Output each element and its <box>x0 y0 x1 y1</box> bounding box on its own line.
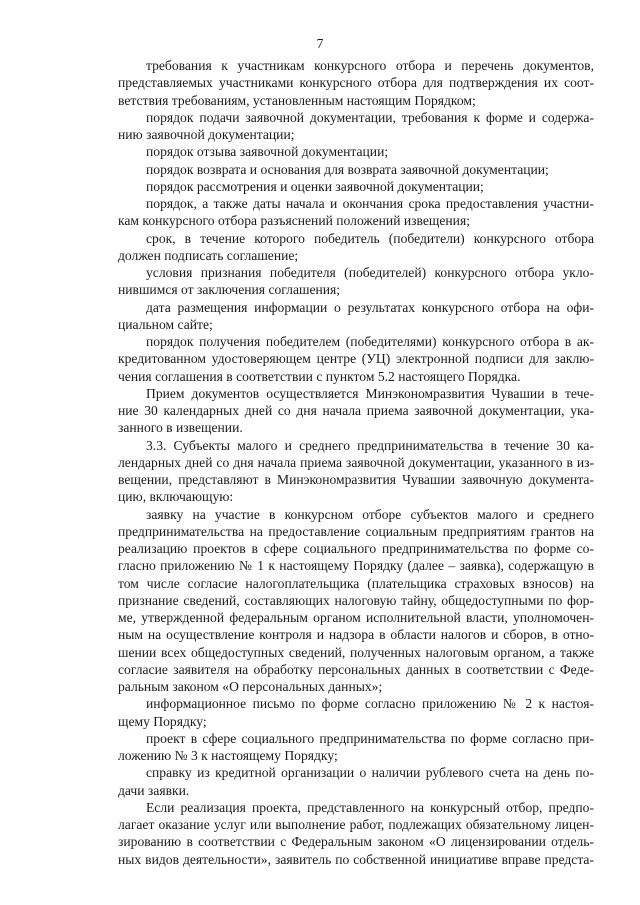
text-line: ных видов деятельности», заявитель по собственной инициативе вправе предста- <box>118 851 594 867</box>
text-line: условия признания победителя (победителей) конкурсного отбора укло- <box>146 265 594 280</box>
text-line: дачи заявки. <box>118 782 190 798</box>
text-line: согласие заявителя на обработку персональных данных в соответствии с Феде- <box>118 661 594 677</box>
text-line: щему Порядку; <box>118 713 207 729</box>
text-line: ным на осуществление контроля и надзора в области налогов и сборов, в отно- <box>118 627 594 643</box>
text-line: представляемых участниками конкурсного отбора для подтверждения их соот- <box>118 75 594 91</box>
text-line: нию заявочной документации; <box>118 127 295 142</box>
text-line: ложению № 3 к настоящему Порядку; <box>118 748 338 763</box>
text-line: проект в сфере социального предпринимательства по форме согласно при- <box>146 730 594 746</box>
text-line: порядок возврата и основания для возврата заявочной документации; <box>146 161 549 177</box>
text-line: вещении, представляют в Минэкономразвития Чувашии заявочную документа- <box>118 472 594 487</box>
text-line: реализацию проектов в сфере социального предпринимательства по форме со- <box>118 541 594 556</box>
text-line: лагает оказание услуг или выполнение работ, подлежащих обязательному лицен- <box>118 817 594 832</box>
document-body <box>118 57 594 868</box>
text-line: шении всех общедоступных сведений, полученных налоговым органом, а также <box>118 644 594 660</box>
text-line: лендарных дней со дня начала приема заявочной документации, указанного в из- <box>118 454 594 470</box>
text-line: предпринимательства на предоставление социальным предприятиям грантов на <box>118 523 594 539</box>
text-line: порядок рассмотрения и оценки заявочной документации; <box>146 178 484 194</box>
text-line: гласно приложению № 1 к настоящему Порядку (далее – заявка), содержащую в <box>118 558 594 574</box>
text-line: Если реализация проекта, представленного на конкурсный отбор, предпо- <box>146 799 594 815</box>
text-line: Прием документов осуществляется Минэкономразвития Чувашии в тече- <box>146 385 594 401</box>
text-line: ме, утвержденной федеральным органом исполнительной власти, уполномочен- <box>118 610 594 625</box>
text-line: зированию в соответствии с Федеральным законом «О лицензировании отдель- <box>118 834 594 850</box>
text-line: занного в извещении. <box>118 420 243 436</box>
text-line: заявку на участие в конкурсном отборе субъектов малого и среднего <box>146 506 594 522</box>
text-line: порядок отзыва заявочной документации; <box>146 144 389 160</box>
text-line: порядок получения победителем (победителями) конкурсного отбора в ак- <box>146 334 594 349</box>
text-line: ние 30 календарных дней со дня начала приема заявочной документации, ука- <box>118 403 594 418</box>
text-line: дата размещения информации о результатах конкурсного отбора на офи- <box>146 299 594 315</box>
text-line: должен подписать соглашение; <box>118 247 299 263</box>
text-line: циальном сайте; <box>118 316 213 332</box>
text-line: цию, включающую: <box>118 489 234 505</box>
text-line: ральным законом «О персональных данных»; <box>118 679 383 694</box>
text-line: требования к участникам конкурсного отбора и перечень документов, <box>146 58 594 73</box>
text-line: информационное письмо по форме согласно приложению № 2 к настоя- <box>146 696 594 712</box>
text-line: кредитованном удостоверяющем центре (УЦ) электронной подписи для заклю- <box>118 351 594 367</box>
text-line: порядок, а также даты начала и окончания срока предоставления участни- <box>146 196 594 211</box>
text-line: кам конкурсного отбора разъяснений положений извещения; <box>118 213 470 229</box>
text-line: порядок подачи заявочной документации, требования к форме и содержа- <box>146 109 594 125</box>
text-line: чения соглашения в соответствии с пунктом 5.2 настоящего Порядка. <box>118 368 521 384</box>
text-line: признание сведений, составляющих налоговую тайну, общедоступными по фор- <box>118 592 594 608</box>
text-line: нившимся от заключения соглашения; <box>118 282 341 298</box>
text-line: том числе согласие налогоплательщика (плательщика страховых взносов) на <box>118 575 594 591</box>
text-line: 3.3. Субъекты малого и среднего предпринимательства в течение 30 ка- <box>146 437 594 453</box>
text-line: срок, в течение которого победитель (победители) конкурсного отбора <box>146 230 594 246</box>
text-line: справку из кредитной организации о наличии рублевого счета на день по- <box>146 765 594 781</box>
text-line: ветствия требованиям, установленным настоящим Порядком; <box>118 92 476 108</box>
page-number: 7 <box>316 36 324 51</box>
